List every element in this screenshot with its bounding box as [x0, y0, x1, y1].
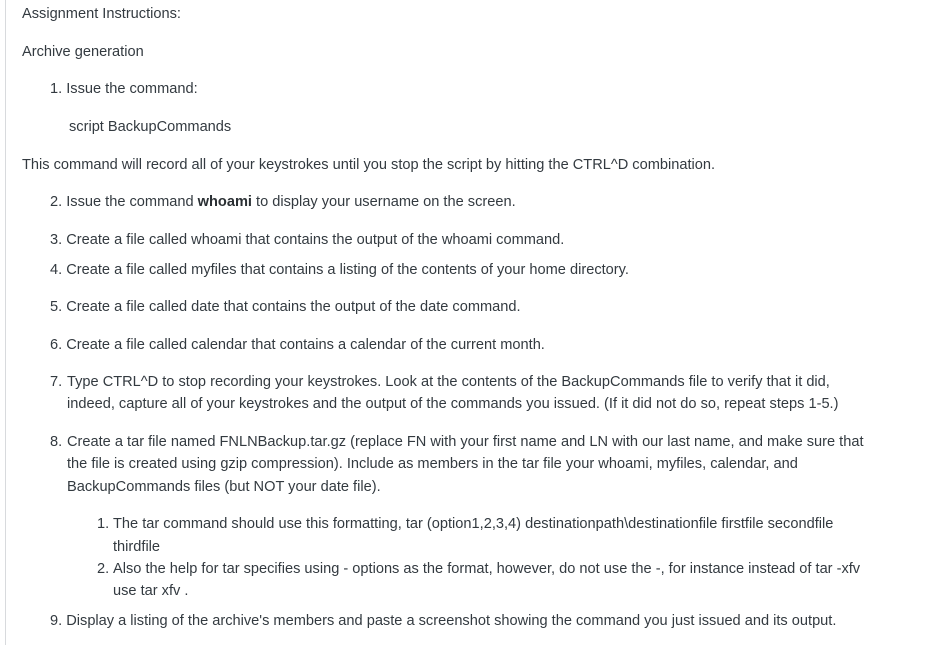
step-4 [50, 260, 629, 280]
step-number: 1. [50, 81, 63, 97]
step-number: 6. [50, 337, 63, 353]
step-text-bold: whoami [197, 194, 252, 210]
step-number: 3. [50, 232, 63, 248]
step-text: Create a file called myfiles that contains a listing of the contents of your home directory. [66, 262, 629, 278]
step-number: 2. [50, 194, 63, 210]
substep-2-line-2: use tar xfv . [113, 583, 189, 599]
step-text: Create a file called date that contains the output of the date command. [66, 299, 521, 315]
step-7-line-1: Type CTRL^D to stop recording your keystrokes. Look at the contents of the BackupCommands file to verify that it did, [67, 374, 830, 390]
substep-2-number: 2. [97, 561, 110, 577]
step-text: Issue the command: [66, 81, 198, 97]
step-number: 9. [50, 613, 63, 629]
step-number: 5. [50, 299, 63, 315]
step-2 [50, 192, 516, 212]
step-text-pre: Issue the command [66, 194, 198, 210]
substep-2-line-1: Also the help for tar specifies using - options as the format, however, do not use the -, for instance instead of tar -xfv [113, 561, 861, 577]
command-text: script BackupCommands [69, 119, 232, 135]
step-text: Create a file called calendar that contains a calendar of the current month. [66, 337, 545, 353]
step-text: Create a file called whoami that contains the output of the whoami command. [66, 232, 565, 248]
script-note: This command will record all of your keystrokes until you stop the script by hitting the CTRL^D combination. [22, 157, 716, 173]
step-8-number: 8. [50, 434, 63, 450]
substep-1-line-1: The tar command should use this formatting, tar (option1,2,3,4) destinationpath\destinationfile firstfile secondfile [113, 516, 834, 532]
step-7-number: 7. [50, 374, 63, 390]
step-3 [50, 230, 564, 250]
step-number: 4. [50, 262, 63, 278]
step-text-post: to display your username on the screen. [251, 194, 516, 210]
step-8-line-3: BackupCommands files (but NOT your date file). [67, 479, 381, 495]
step-8-line-2: the file is created using gzip compression). Include as members in the tar file your whoami, myfiles, calendar, and [67, 456, 798, 472]
substep-1-line-2: thirdfile [113, 539, 161, 555]
step-5 [50, 297, 521, 317]
section-title: Archive generation [22, 44, 144, 60]
step-1 [50, 79, 198, 99]
instructions-heading: Assignment Instructions: [22, 6, 181, 22]
step-text: Display a listing of the archive's members and paste a screenshot showing the command you just issued and its output. [66, 613, 837, 629]
step-8-line-1: Create a tar file named FNLNBackup.tar.gz (replace FN with your first name and LN with our last name, and make sure that [67, 434, 864, 450]
step-9 [50, 611, 836, 631]
substep-1-number: 1. [97, 516, 110, 532]
step-6 [50, 335, 545, 355]
step-7-line-2: indeed, capture all of your keystrokes and the output of the commands you issued. (If it did not do so, repeat steps 1-5.) [67, 396, 839, 412]
